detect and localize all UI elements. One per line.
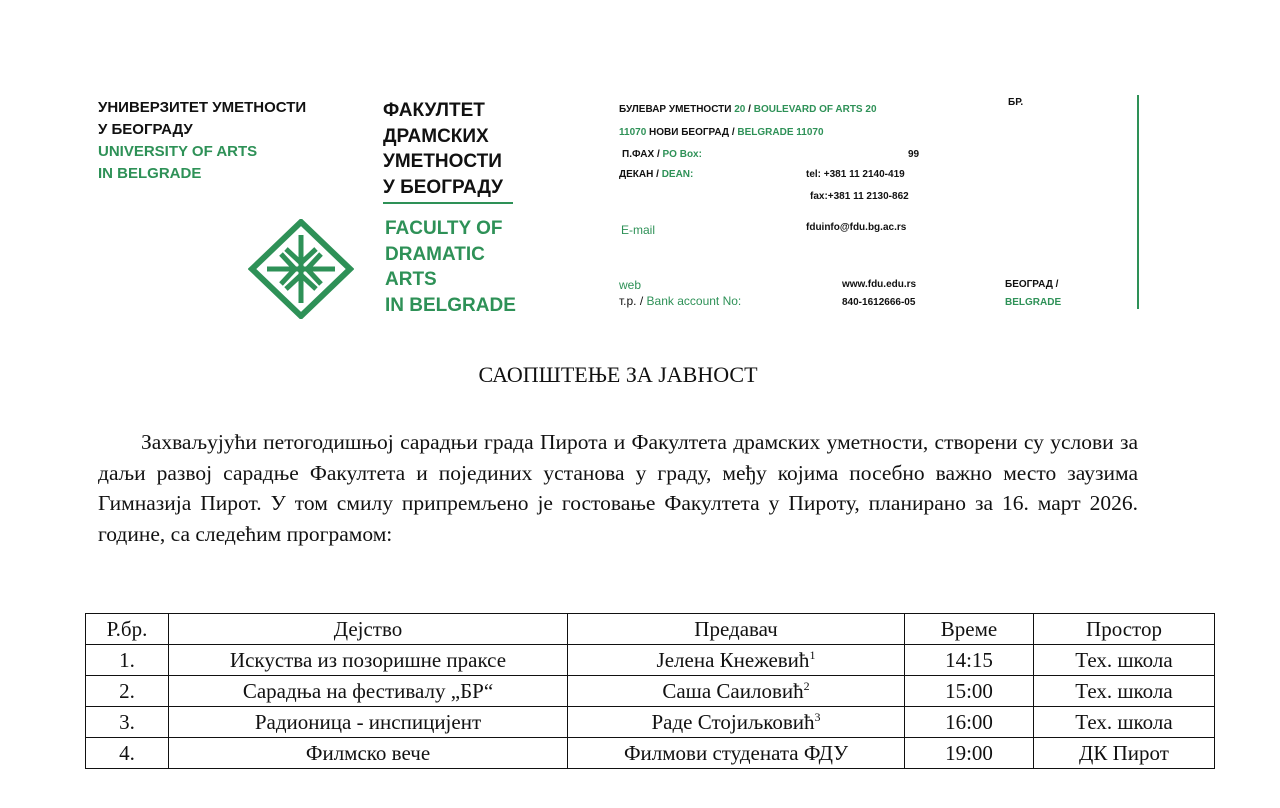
dean-label-en: DEAN: — [661, 169, 694, 180]
bank-label — [619, 294, 741, 308]
city-en: BELGRADE — [737, 127, 794, 138]
page-title: САОПШТЕЊЕ ЗА ЈАВНОСТ — [478, 362, 758, 387]
faculty-divider — [383, 202, 513, 204]
dean-fax: fax:+381 11 2130-862 — [810, 191, 909, 202]
ref-number-label: БР. — [1008, 97, 1024, 108]
bank-label-en: Bank account No: — [646, 294, 742, 308]
row-lecturer — [568, 676, 905, 707]
bank-label-sr: т.р. — [619, 294, 637, 308]
dean-tel: tel: +381 11 2140-419 — [806, 169, 905, 180]
address-street — [619, 104, 877, 115]
street-num: 20 — [734, 104, 746, 115]
body-paragraph: Захваљујући петогодишњој сарадњи града Пирота и Факултета драмских уметности, створени су услови за даљи развој сарадње Факултета и појединих установа у граду, међу којима посебно важно место заузима Гимназија Пирот. У том смилу припремљено је гостовање Факултета у Пироту, планирано за 16. март 2026. године, са следећим програмом: — [98, 430, 1138, 546]
row-lecturer — [568, 738, 905, 769]
faculty-name-sr — [383, 98, 503, 200]
university-name-sr-1: УНИВЕРЗИТЕТ УМЕТНОСТИ — [98, 99, 307, 116]
row-activity: Сарадња на фестивалу „БР“ — [169, 676, 568, 707]
row-lecturer — [568, 645, 905, 676]
lecturer-name: Саша Саиловић — [662, 678, 804, 703]
row-place: ДК Пирот — [1034, 738, 1215, 769]
row-num: 1. — [86, 645, 169, 676]
table-header-row — [86, 614, 1215, 645]
letterhead-vertical-rule — [1137, 95, 1139, 309]
faculty-en-line-1: FACULTY OF — [385, 218, 503, 239]
web-label: web — [619, 278, 642, 292]
faculty-sr-line-3: УМЕТНОСТИ — [383, 151, 502, 172]
footnote-ref[interactable]: 3 — [814, 709, 821, 724]
city-sep: / — [731, 127, 735, 138]
dean-label-sr: ДЕКАН — [619, 169, 654, 180]
city-sr: НОВИ БЕОГРАД — [649, 127, 730, 138]
lecturer-name: Јелена Кнежевић — [656, 647, 810, 672]
email-label: E-mail — [621, 223, 656, 237]
row-place: Тех. школа — [1034, 676, 1215, 707]
postal-code-en: 11070 — [796, 127, 824, 138]
city-label-sr: БЕОГРАД / — [1005, 279, 1059, 290]
row-num: 4. — [86, 738, 169, 769]
pobox-value: 99 — [908, 149, 920, 160]
row-lecturer — [568, 707, 905, 738]
city-label-en: BELGRADE — [1005, 297, 1062, 308]
dean-sep: / — [656, 169, 659, 180]
header-num: Р.бр. — [86, 614, 169, 645]
street-sep: / — [748, 104, 751, 115]
row-place: Тех. школа — [1034, 707, 1215, 738]
table-row — [86, 676, 1215, 707]
row-time: 15:00 — [905, 676, 1034, 707]
header-place: Простор — [1034, 614, 1215, 645]
program-table — [85, 613, 1215, 769]
pobox-label-en: PO Box: — [662, 149, 702, 160]
lecturer-name: Раде Стојиљковић — [651, 709, 815, 734]
table-row — [86, 738, 1215, 769]
row-time: 19:00 — [905, 738, 1034, 769]
footnote-ref[interactable]: 2 — [803, 678, 810, 693]
faculty-en-line-4: IN BELGRADE — [385, 294, 516, 316]
lecturer-name: Филмови студената ФДУ — [623, 740, 849, 765]
footnote-ref[interactable]: 1 — [809, 647, 816, 662]
faculty-sr-line-4: У БЕОГРАДУ — [383, 176, 503, 198]
dean-label — [619, 169, 693, 180]
web-value[interactable]: www.fdu.edu.rs — [842, 279, 917, 290]
street-en-num: 20 — [865, 104, 877, 115]
row-num: 2. — [86, 676, 169, 707]
university-name-en-1: UNIVERSITY OF ARTS — [98, 143, 258, 160]
bank-sep: / — [639, 294, 644, 308]
row-time: 16:00 — [905, 707, 1034, 738]
header-lecturer: Предавач — [568, 614, 905, 645]
university-block — [98, 97, 306, 185]
fdu-logo-icon — [248, 219, 354, 319]
table-row — [86, 707, 1215, 738]
street-en: BOULEVARD OF ARTS — [753, 104, 863, 115]
row-activity: Радионица - инспицијент — [169, 707, 568, 738]
faculty-en-line-3: ARTS — [385, 269, 437, 290]
header-activity: Дејство — [169, 614, 568, 645]
header-time: Време — [905, 614, 1034, 645]
street-sr: БУЛЕВАР УМЕТНОСТИ — [619, 104, 732, 115]
university-name-en-2: IN BELGRADE — [98, 165, 202, 182]
university-name-sr-2: У БЕОГРАДУ — [98, 121, 193, 138]
faculty-en-line-2: DRAMATIC — [385, 243, 485, 265]
faculty-name-en — [385, 216, 516, 318]
address-city — [619, 127, 824, 138]
row-activity: Филмско вече — [169, 738, 568, 769]
row-place: Тех. школа — [1034, 645, 1215, 676]
table-row — [86, 645, 1215, 676]
row-activity: Искуства из позоришне праксе — [169, 645, 568, 676]
pobox-sep: / — [656, 149, 660, 160]
row-time: 14:15 — [905, 645, 1034, 676]
faculty-sr-line-1: ФАКУЛТЕТ — [383, 100, 485, 121]
pobox-label-sr: П.ФАХ — [622, 149, 655, 160]
postal-code: 11070 — [619, 127, 647, 138]
faculty-sr-line-2: ДРАМСКИХ — [383, 125, 489, 147]
email-value[interactable]: fduinfo@fdu.bg.ac.rs — [806, 222, 907, 233]
pobox-label — [622, 149, 702, 160]
row-num: 3. — [86, 707, 169, 738]
bank-account-value: 840-1612666-05 — [842, 297, 916, 308]
